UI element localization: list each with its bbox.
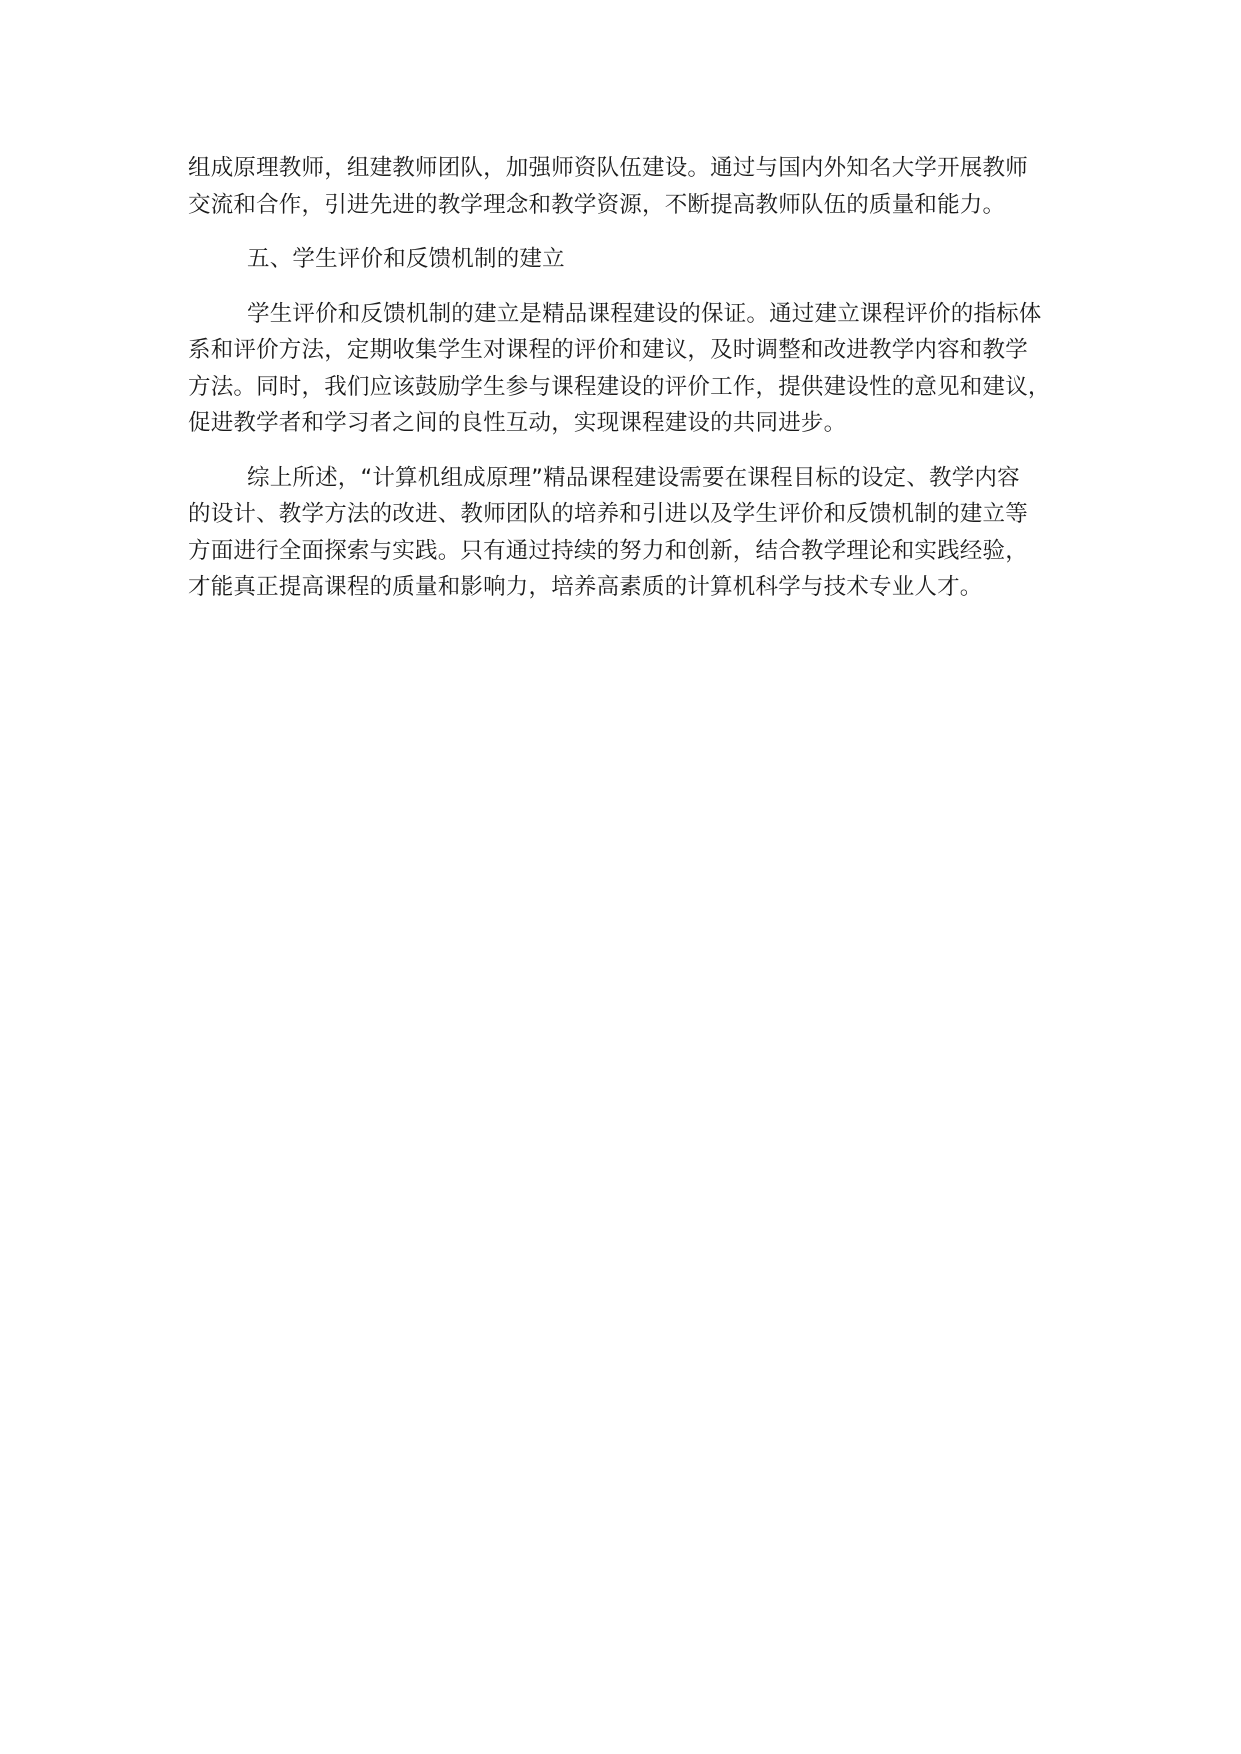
section-heading-5 — [188, 241, 1078, 278]
text-line: 的设计、教学方法的改进、教师团队的培养和引进以及学生评价和反馈机制的建立等 — [188, 501, 1028, 527]
text-line: 促进教学者和学习者之间的良性互动，实现课程建设的共同进步。 — [188, 410, 847, 436]
text-line: 交流和合作，引进先进的教学理念和教学资源，不断提高教师队伍的质量和能力。 — [188, 191, 1006, 218]
text-line: 学生评价和反馈机制的建立是精品课程建设的保证。通过建立课程评价的指标体 — [247, 300, 1042, 327]
text-line: 才能真正提高课程的质量和影响力，培养高素质的计算机科学与技术专业人才。 — [188, 574, 983, 600]
document-page — [188, 150, 1078, 606]
text-line: 系和评价方法，定期收集学生对课程的评价和建议，及时调整和改进教学内容和教学 — [188, 337, 1028, 363]
heading-text: 五、学生评价和反馈机制的建立 — [247, 246, 565, 272]
paragraph-conclusion — [188, 460, 1078, 606]
paragraph-evaluation — [188, 296, 1078, 442]
text-line: 组成原理教师，组建教师团队，加强师资队伍建设。通过与国内外知名大学开展教师 — [188, 155, 1028, 181]
text-line: 综上所述，“计算机组成原理”精品课程建设需要在课程目标的设定、教学内容 — [247, 464, 1020, 491]
text-line: 方法。同时，我们应该鼓励学生参与课程建设的评价工作，提供建设性的意见和建议， — [188, 373, 1051, 400]
paragraph-teachers-continued — [188, 150, 1078, 223]
text-line: 方面进行全面探索与实践。只有通过持续的努力和创新，结合教学理论和实践经验， — [188, 537, 1028, 564]
